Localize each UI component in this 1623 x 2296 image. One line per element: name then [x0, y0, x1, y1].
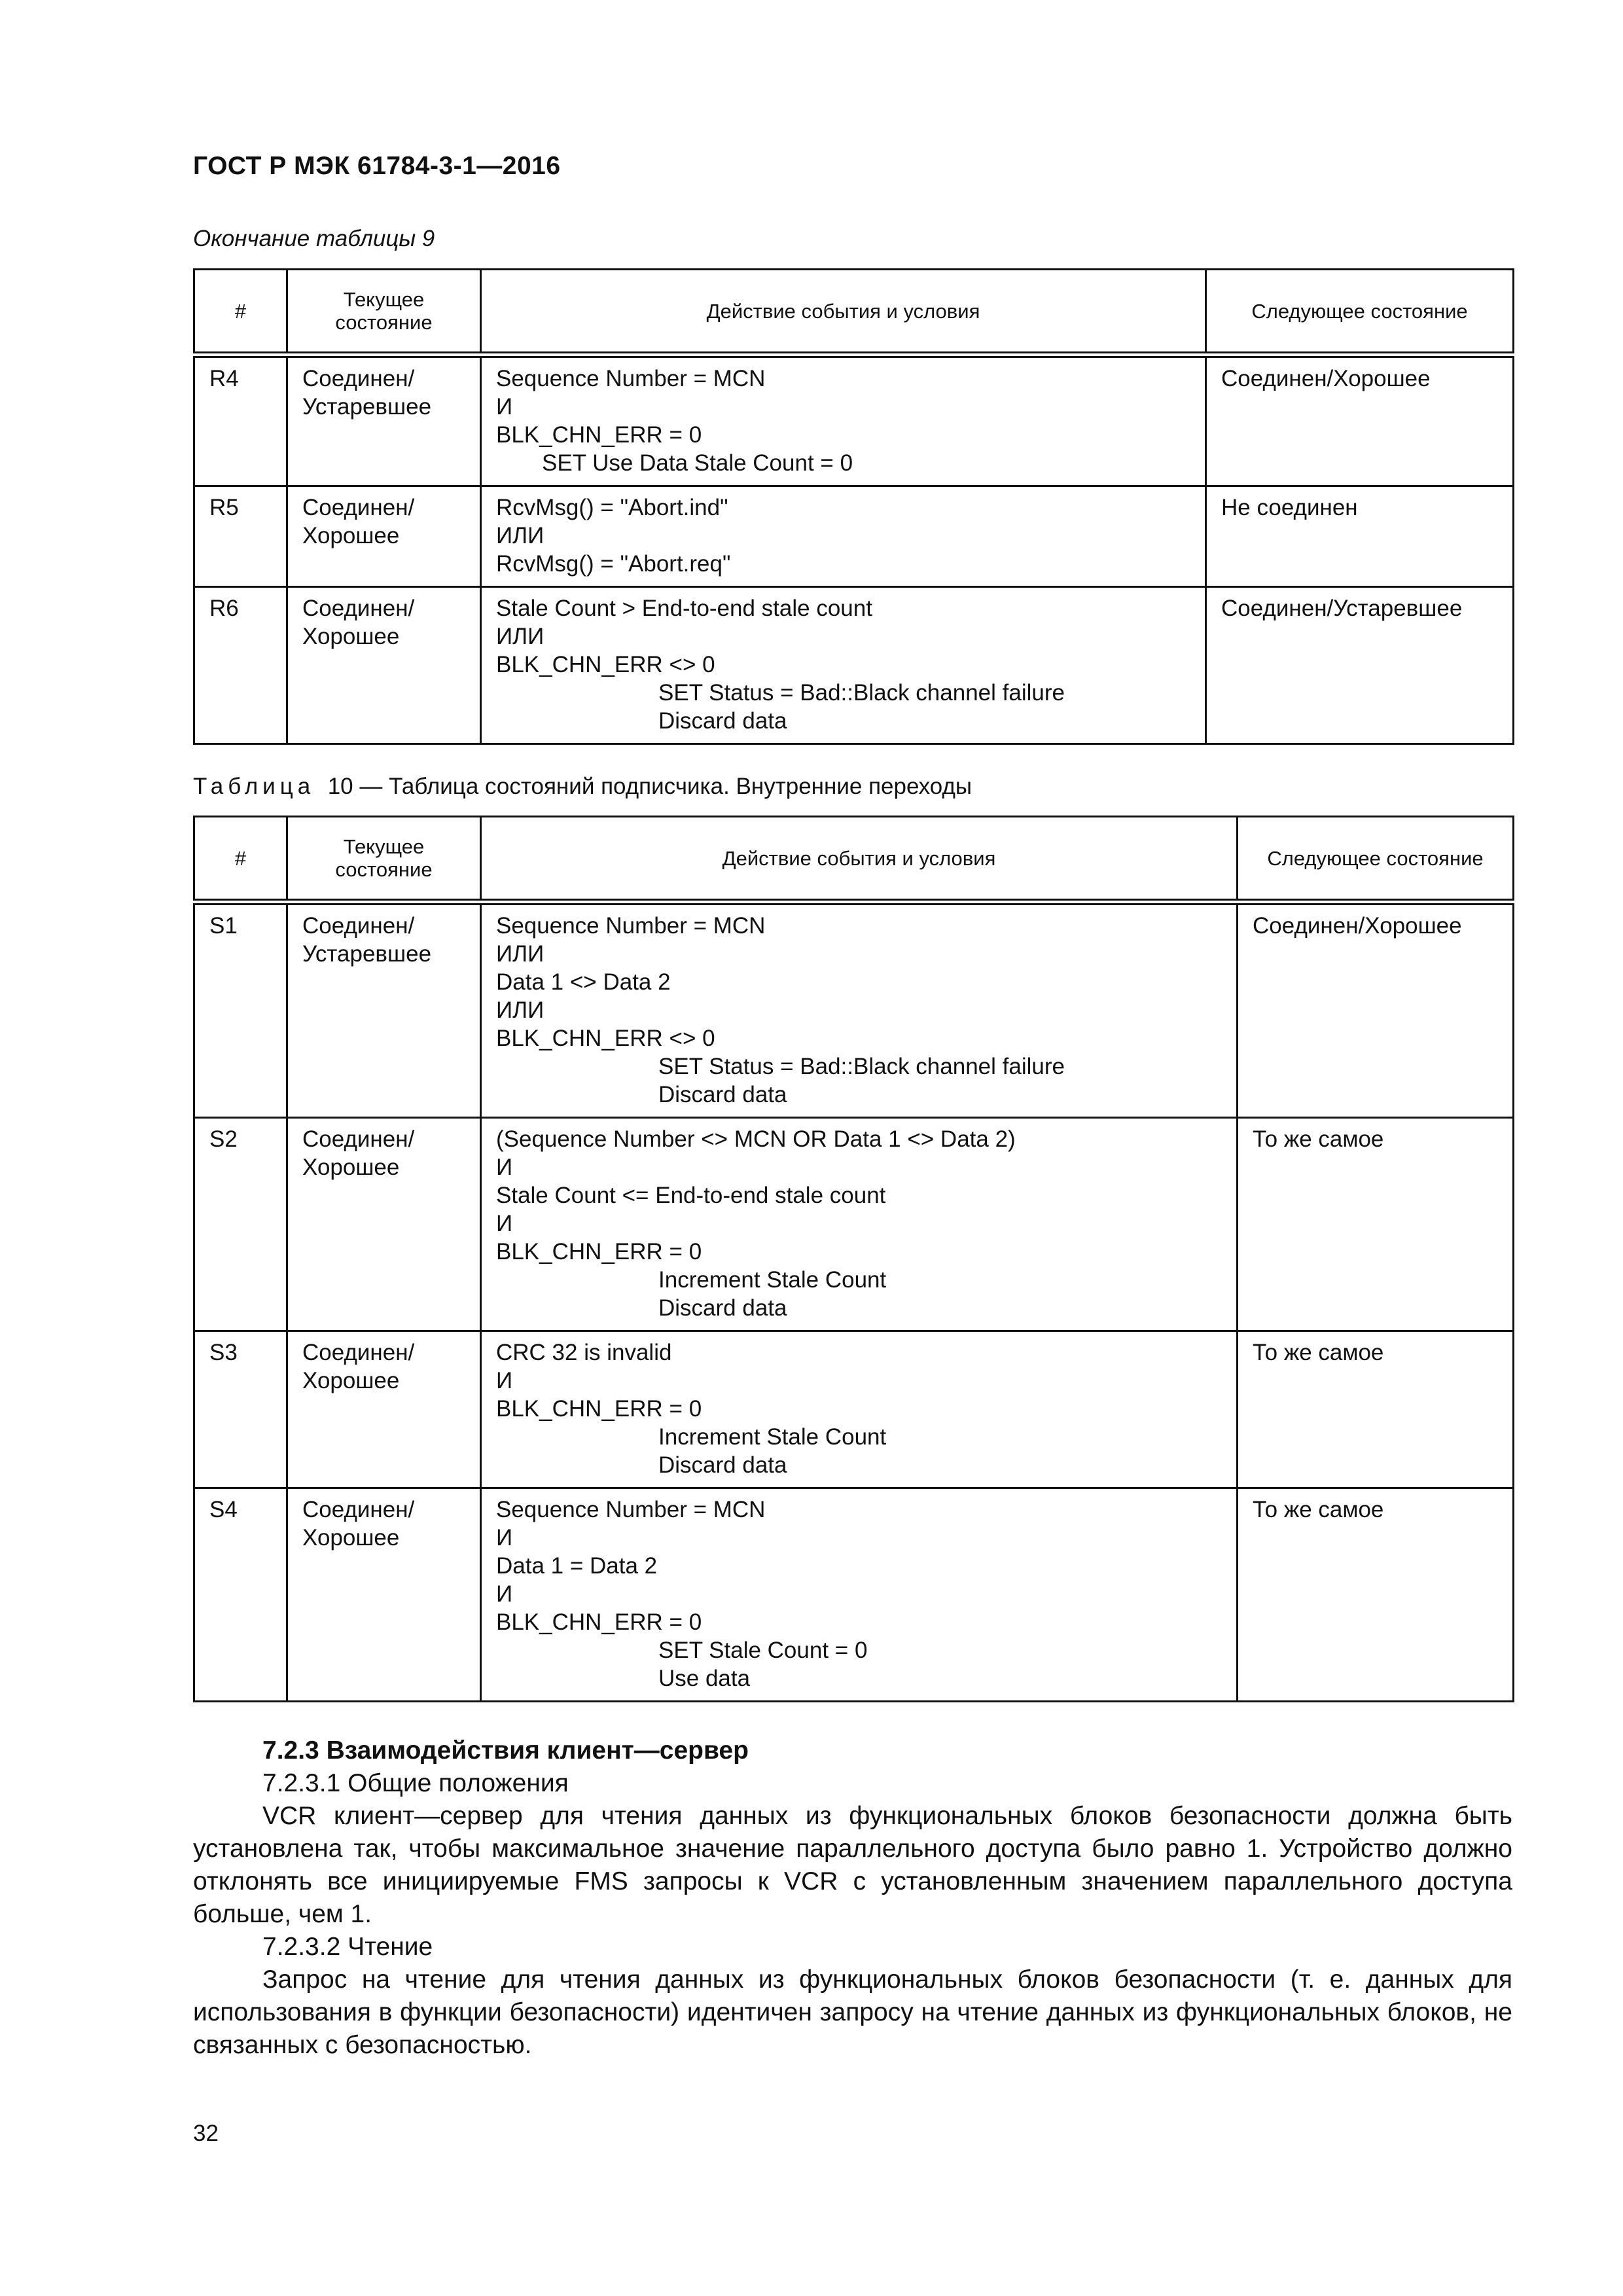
current-state-cell: Соединен/ Хорошее — [287, 1118, 481, 1331]
condition-line: И — [496, 1155, 513, 1180]
condition-line: Stale Count <= End-to-end stale count — [496, 1183, 886, 1208]
page-number: 32 — [193, 2121, 219, 2146]
next-state-cell: Соединен/Хорошее — [1206, 355, 1514, 486]
action-line: SET Status = Bad::Black channel failure — [658, 1054, 1065, 1079]
col-header-action: Действие события и условия — [481, 270, 1206, 355]
paragraph-general: VCR клиент—сервер для чтения данных из функциональных блоков безопасности должна быть установлена так, чтобы максимальное значение параллельного доступа было равно 1. Устройство должно отклонять все инициируемые FMS запросы к VCR с установленным значением параллельного доступа больше, чем 1. — [193, 1802, 1512, 1928]
current-state-cell: Соединен/ Устаревшее — [287, 902, 481, 1118]
current-state-cell: Соединен/ Хорошее — [287, 1488, 481, 1702]
row-id-cell: S1 — [194, 902, 287, 1118]
condition-line: Sequence Number = MCN — [496, 1497, 766, 1522]
condition-line: ИЛИ — [496, 997, 544, 1023]
row-id-cell: R5 — [194, 486, 287, 587]
condition-line: И — [496, 394, 513, 420]
table-row — [194, 902, 1514, 1118]
action-cell — [481, 902, 1238, 1118]
row-id-cell: S2 — [194, 1118, 287, 1331]
subsection-heading-general: 7.2.3.1 Общие положения — [262, 1769, 569, 1797]
table10-caption-text: 10 — Таблица состояний подписчика. Внутренние переходы — [327, 774, 972, 799]
condition-line: (Sequence Number <> MCN OR Data 1 <> Data 2) — [496, 1126, 1016, 1152]
action-cell — [481, 486, 1206, 587]
col-header-number: # — [194, 270, 287, 355]
action-line: Discard data — [658, 708, 787, 734]
table-row — [194, 1118, 1514, 1331]
condition-line: Data 1 <> Data 2 — [496, 969, 671, 995]
action-cell — [481, 587, 1206, 744]
condition-line: ИЛИ — [496, 624, 544, 649]
action-line: Discard data — [658, 1295, 787, 1321]
condition-line: Data 1 = Data 2 — [496, 1553, 658, 1579]
table10-header-row — [194, 817, 1514, 903]
condition-line: BLK_CHN_ERR = 0 — [496, 1396, 702, 1422]
action-cell — [481, 1118, 1238, 1331]
action-line: SET Use Data Stale Count = 0 — [542, 450, 853, 476]
condition-line: ИЛИ — [496, 523, 544, 548]
next-state-cell: То же самое — [1238, 1488, 1514, 1702]
current-state-cell: Соединен/ Хорошее — [287, 486, 481, 587]
row-id-cell: S3 — [194, 1331, 287, 1488]
row-id-cell: R4 — [194, 355, 287, 486]
condition-line: CRC 32 is invalid — [496, 1340, 672, 1365]
next-state-cell: Соединен/Устаревшее — [1206, 587, 1514, 744]
action-cell — [481, 1488, 1238, 1702]
condition-line: BLK_CHN_ERR = 0 — [496, 1609, 702, 1635]
condition-line: И — [496, 1211, 513, 1236]
col-header-current-state: Текущее состояние — [287, 817, 481, 903]
action-line: Increment Stale Count — [658, 1267, 887, 1293]
document-header: ГОСТ Р МЭК 61784-3-1—2016 — [193, 152, 561, 180]
col-header-next-state: Следующее состояние — [1206, 270, 1514, 355]
current-state-cell: Соединен/ Хорошее — [287, 587, 481, 744]
condition-line: Stale Count > End-to-end stale count — [496, 596, 872, 621]
condition-line: И — [496, 1525, 513, 1551]
action-line: Discard data — [658, 1082, 787, 1107]
condition-line: ИЛИ — [496, 941, 544, 967]
current-state-cell: Соединен/ Хорошее — [287, 1331, 481, 1488]
action-line: Increment Stale Count — [658, 1424, 887, 1450]
condition-line: BLK_CHN_ERR = 0 — [496, 422, 702, 448]
table9-header-row — [194, 270, 1514, 355]
table10-caption-prefix: Таблица — [193, 774, 315, 799]
condition-line: RcvMsg() = "Abort.ind" — [496, 495, 728, 520]
action-line: SET Status = Bad::Black channel failure — [658, 680, 1065, 706]
condition-line: BLK_CHN_ERR <> 0 — [496, 1026, 715, 1051]
paragraph-read: Запрос на чтение для чтения данных из функциональных блоков безопасности (т. е. данных для использования в функции безопасности) идентичен запросу на чтение данных из функциональных блоков, не связанных с безопасностью. — [193, 1965, 1512, 2059]
table10-caption — [193, 774, 972, 800]
table9-caption: Окончание таблицы 9 — [193, 226, 435, 251]
action-line: Discard data — [658, 1452, 787, 1478]
condition-line: BLK_CHN_ERR = 0 — [496, 1239, 702, 1265]
section-7-2-3 — [193, 1734, 1512, 2062]
action-line: SET Stale Count = 0 — [658, 1638, 868, 1663]
condition-line: И — [496, 1368, 513, 1393]
col-header-number: # — [194, 817, 287, 903]
condition-line: И — [496, 1581, 513, 1607]
table-row — [194, 587, 1514, 744]
condition-line: Sequence Number = MCN — [496, 366, 766, 391]
subsection-heading-read: 7.2.3.2 Чтение — [262, 1933, 433, 1961]
table-row — [194, 486, 1514, 587]
col-header-next-state: Следующее состояние — [1238, 817, 1514, 903]
action-cell — [481, 355, 1206, 486]
next-state-cell: Соединен/Хорошее — [1238, 902, 1514, 1118]
table-row — [194, 1331, 1514, 1488]
table9 — [193, 268, 1514, 745]
row-id-cell: S4 — [194, 1488, 287, 1702]
table-row — [194, 355, 1514, 486]
next-state-cell: Не соединен — [1206, 486, 1514, 587]
condition-line: Sequence Number = MCN — [496, 913, 766, 939]
action-cell — [481, 1331, 1238, 1488]
col-header-action: Действие события и условия — [481, 817, 1238, 903]
next-state-cell: То же самое — [1238, 1118, 1514, 1331]
table-row — [194, 1488, 1514, 1702]
col-header-current-state: Текущее состояние — [287, 270, 481, 355]
current-state-cell: Соединен/ Устаревшее — [287, 355, 481, 486]
condition-line: BLK_CHN_ERR <> 0 — [496, 652, 715, 677]
condition-line: RcvMsg() = "Abort.req" — [496, 551, 731, 577]
table10 — [193, 816, 1514, 1702]
next-state-cell: То же самое — [1238, 1331, 1514, 1488]
action-line: Use data — [658, 1666, 751, 1691]
row-id-cell: R6 — [194, 587, 287, 744]
section-heading: 7.2.3 Взаимодействия клиент—сервер — [262, 1736, 749, 1765]
